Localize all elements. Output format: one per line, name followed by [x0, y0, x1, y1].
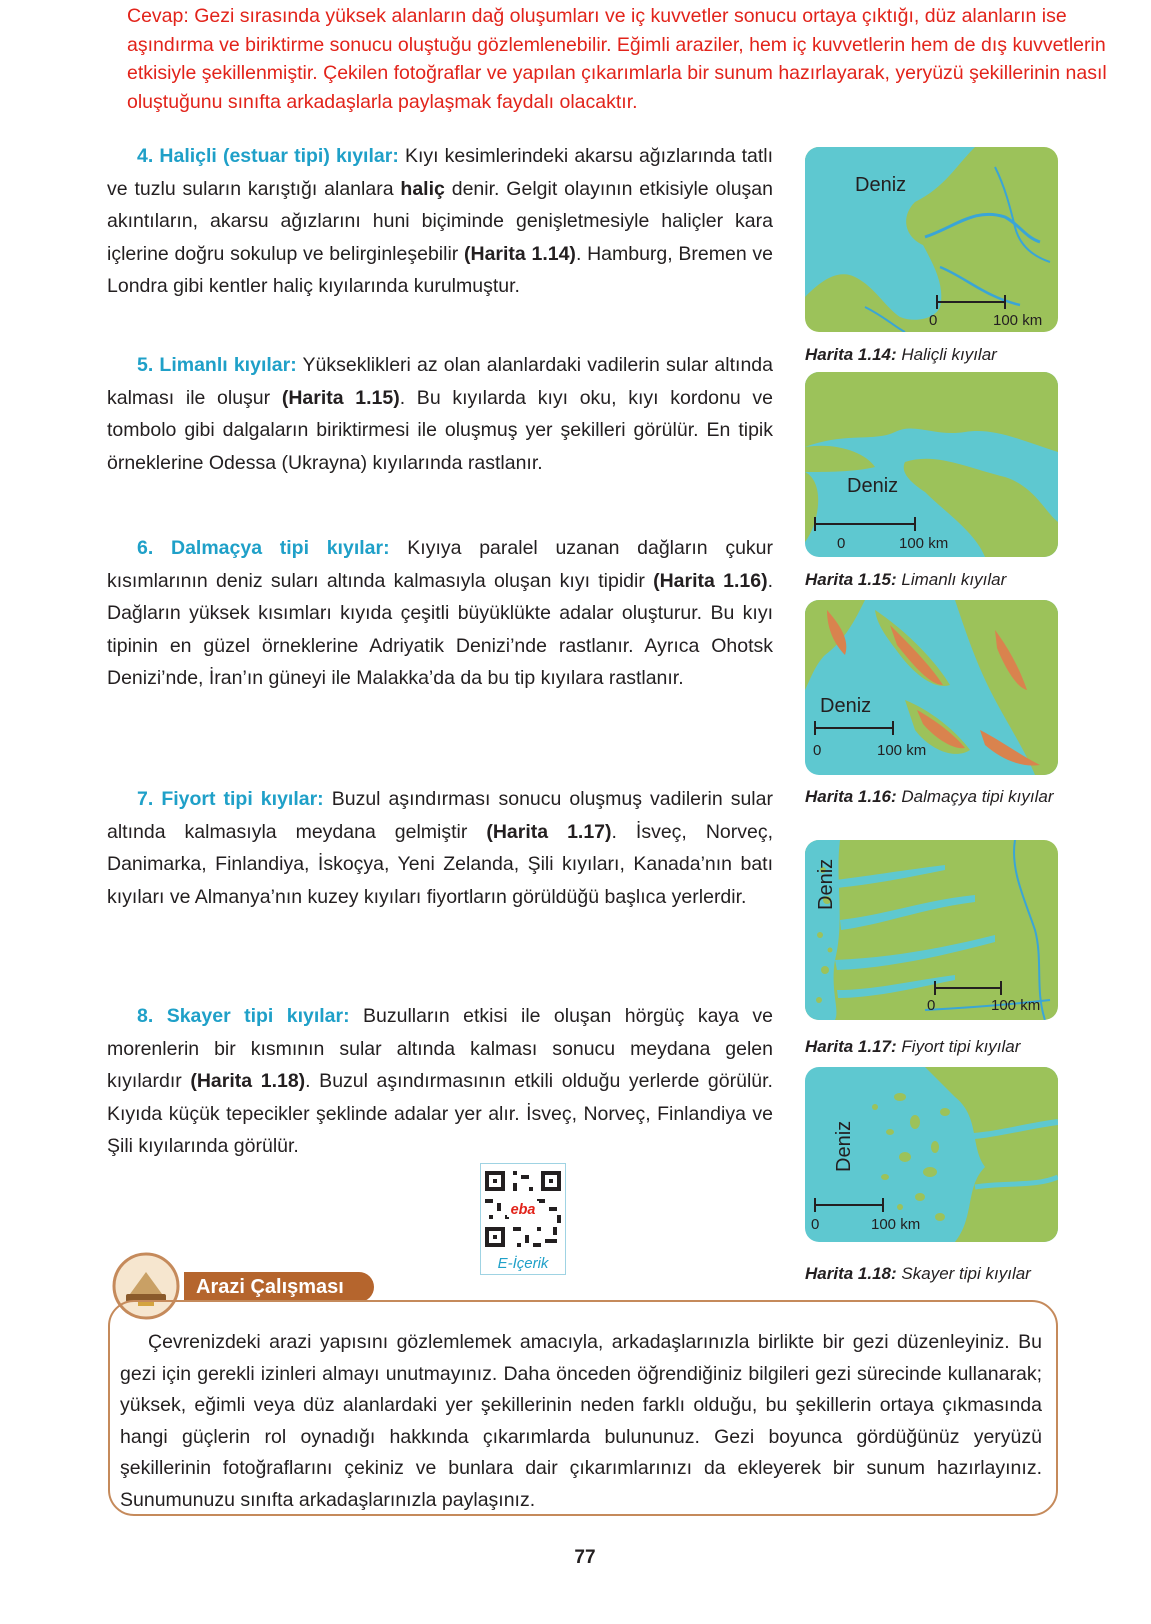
map-skerry	[805, 1067, 1058, 1242]
map-reference: (Harita 1.17)	[486, 820, 612, 843]
page-number: 77	[574, 1547, 596, 1568]
caption-title: Haliçli kıyılar	[901, 345, 997, 364]
section-text: . Bu kıyılarda kıyı oku, kıyı kordonu ve tombolo gibi dalgaların biriktirmesi ile oluşmuş yer şekilleri görülür. En tipik örneklerine Odessa (Ukrayna) kıyılarında rastlanır.	[107, 386, 773, 474]
map-scale-zero: 0	[813, 742, 822, 759]
map-scale-label: 100 km	[871, 1216, 921, 1233]
map-caption	[805, 787, 1065, 807]
section-text: Yükseklikleri az olan alanlardaki vadilerin sular altında kalması ile oluşur	[107, 354, 773, 409]
map-scale-label: 100 km	[877, 742, 927, 759]
section-text: . Buzul aşındırmasının etkili olduğu yerlerde görülür. Kıyıda küçük tepecikler şeklinde adalar yer alır. İsveç, Norveç, Finlandiya ve Şili kıyılarında görülür.	[107, 1070, 773, 1157]
map-sea-label: Deniz	[847, 475, 899, 497]
map-caption	[805, 570, 1065, 590]
map-reference: (Harita 1.16)	[653, 569, 768, 592]
section-number: 5.	[137, 354, 154, 376]
map-scale-zero: 0	[927, 997, 936, 1014]
qr-label: E-İçerik	[497, 1255, 549, 1272]
map-scale-label: 100 km	[993, 312, 1043, 329]
map-sea-label: Deniz	[815, 858, 837, 910]
section-term: Skayer tipi kıyılar:	[166, 1005, 350, 1027]
map-sea-label: Deniz	[820, 695, 872, 717]
map-sea-label: Deniz	[855, 174, 907, 196]
section-text: . Dağların yüksek kısımları kıyıda çeşitli büyüklükte adalar oluşturur. Bu kıyı tipinin en güzel örneklerine Adriyatik Denizi’nde rastlanır. Ayrıca Ohotsk Denizi’nde, İran’ın güneyi ile Malakka’da da bu tip kıyılara rastlanır.	[107, 569, 773, 689]
section-term: Dalmaçya tipi kıyılar:	[170, 537, 390, 559]
map-harbor	[805, 372, 1058, 557]
caption-label: Harita 1.16:	[805, 787, 897, 806]
map-fjord	[805, 840, 1058, 1020]
section-text: Kıyı kesimlerindeki akarsu ağızlarında tatlı ve tuzlu suların karıştığı alanlara	[107, 145, 773, 200]
caption-label: Harita 1.15:	[805, 570, 897, 589]
section-text: Buzul aşındırması sonucu oluşmuş vadilerin sular altında kalmasıyla meydana gelmiştir	[107, 788, 773, 843]
caption-title: Dalmaçya tipi kıyılar	[901, 787, 1054, 806]
section-text: . İsveç, Norveç, Danimarka, Finlandiya, İskoçya, Yeni Zelanda, Şili kıyıları, Kanada’nın batı kıyıları ve Almanya’nın kuzey kıyıları fiyortların görüldüğü başlıca yerlerdir.	[107, 820, 773, 908]
qr-code[interactable]	[480, 1163, 566, 1275]
map-dalmatian	[805, 600, 1058, 775]
map-scale-zero: 0	[811, 1216, 820, 1233]
section-text: Kıyıya paralel uzanan dağların çukur kısımlarının deniz suları altında kalmasıyla oluşan kıyı tipidir	[107, 537, 773, 592]
map-scale-label: 100 km	[991, 997, 1041, 1014]
qr-code-icon	[481, 1167, 565, 1251]
caption-title: Limanlı kıyılar	[901, 570, 1007, 589]
caption-label: Harita 1.18:	[805, 1264, 897, 1283]
section-fjord	[107, 783, 773, 913]
map-reference: (Harita 1.18)	[190, 1070, 306, 1092]
section-number: 4.	[137, 145, 154, 167]
map-scale-zero: 0	[929, 312, 938, 329]
caption-title: Fiyort tipi kıyılar	[901, 1037, 1021, 1056]
section-number: 7.	[137, 788, 154, 810]
map-sea-label: Deniz	[833, 1120, 855, 1172]
section-skerry	[107, 1000, 773, 1163]
section-number: 6.	[137, 537, 154, 559]
caption-title: Skayer tipi kıyılar	[901, 1264, 1031, 1283]
map-reference: (Harita 1.15)	[281, 386, 400, 409]
map-estuary	[805, 147, 1058, 332]
map-reference: (Harita 1.14)	[464, 242, 576, 265]
map-scale-zero: 0	[837, 535, 846, 552]
section-harbor	[107, 349, 773, 479]
section-term: Haliçli (estuar tipi) kıyılar:	[159, 145, 399, 167]
section-text: denir. Gelgit olayının etkisiyle oluşan akıntıların, akarsu ağızlarını huni biçiminde genişletmesiyle haliçler kara içlerine doğru sokulup ve belirginleşebilir	[107, 177, 773, 265]
caption-label: Harita 1.17:	[805, 1037, 897, 1056]
map-scale-label: 100 km	[899, 535, 949, 552]
map-caption	[805, 1037, 1065, 1057]
field-work-paragraph: Çevrenizdeki arazi yapısını gözlemlemek amacıyla, arkadaşlarınızla birlikte bir gezi düzenleyiniz. Bu gezi için gerekli izinleri almayı unutmayınız. Daha önceden öğrendiğiniz bilgileri gezi sürecinde kullanarak; yüksek, eğimli veya düz alanlardaki yer şekillerinin neden farklı olduğu, bu şekillerin ortaya çıkmasında hangi güçlerin rol oynadığı hakkında çıkarımlarda bulununuz. Gezi boyunca gördüğünüz yeryüzü şekillerinin fotoğraflarını çekiniz ve bunlara dair çıkarımlarınızı da ekleyerek bir sunum hazırlayınız. Sunumunuzu sınıfta arkadaşlarınızla paylaşınız.	[120, 1331, 1042, 1511]
field-work-text	[120, 1327, 1042, 1516]
section-number: 8.	[137, 1005, 154, 1027]
section-text: Buzulların etkisi ile oluşan hörgüç kaya ve morenlerin bir kısmının sular altında kalması sonucu meydana gelen kıyılardır	[107, 1005, 774, 1092]
map-caption	[805, 1264, 1065, 1284]
section-term: Limanlı kıyılar:	[159, 354, 297, 376]
answer-text: Cevap: Gezi sırasında yüksek alanların dağ oluşumları ve iç kuvvetler sonucu ortaya çıktığı, düz alanların ise aşındırma ve biriktirme sonucu oluştuğu gözlemlenebilir. Eğimli araziler, hem iç kuvvetlerin hem de dış kuvvetlerin etkisiyle şekillenmiştir. Çekilen fotoğraflar ve yapılan çıkarımlarla bir sunum hazırlayarak, yeryüzü şekillerinin nasıl oluştuğunu sınıfta arkadaşlarla paylaşmak faydalı olacaktır.	[127, 5, 1107, 113]
map-caption	[805, 345, 1065, 365]
section-bold: haliç	[400, 177, 445, 200]
section-estuary	[107, 140, 773, 303]
caption-label: Harita 1.14:	[805, 345, 897, 364]
section-text: . Hamburg, Bremen ve Londra gibi kentler haliç kıyılarında kurulmuştur.	[107, 242, 773, 297]
field-work-title: Arazi Çalışması	[184, 1272, 374, 1302]
section-term: Fiyort tipi kıyılar:	[161, 788, 324, 810]
section-dalmatian	[107, 532, 773, 695]
eba-logo: eba	[510, 1201, 536, 1218]
